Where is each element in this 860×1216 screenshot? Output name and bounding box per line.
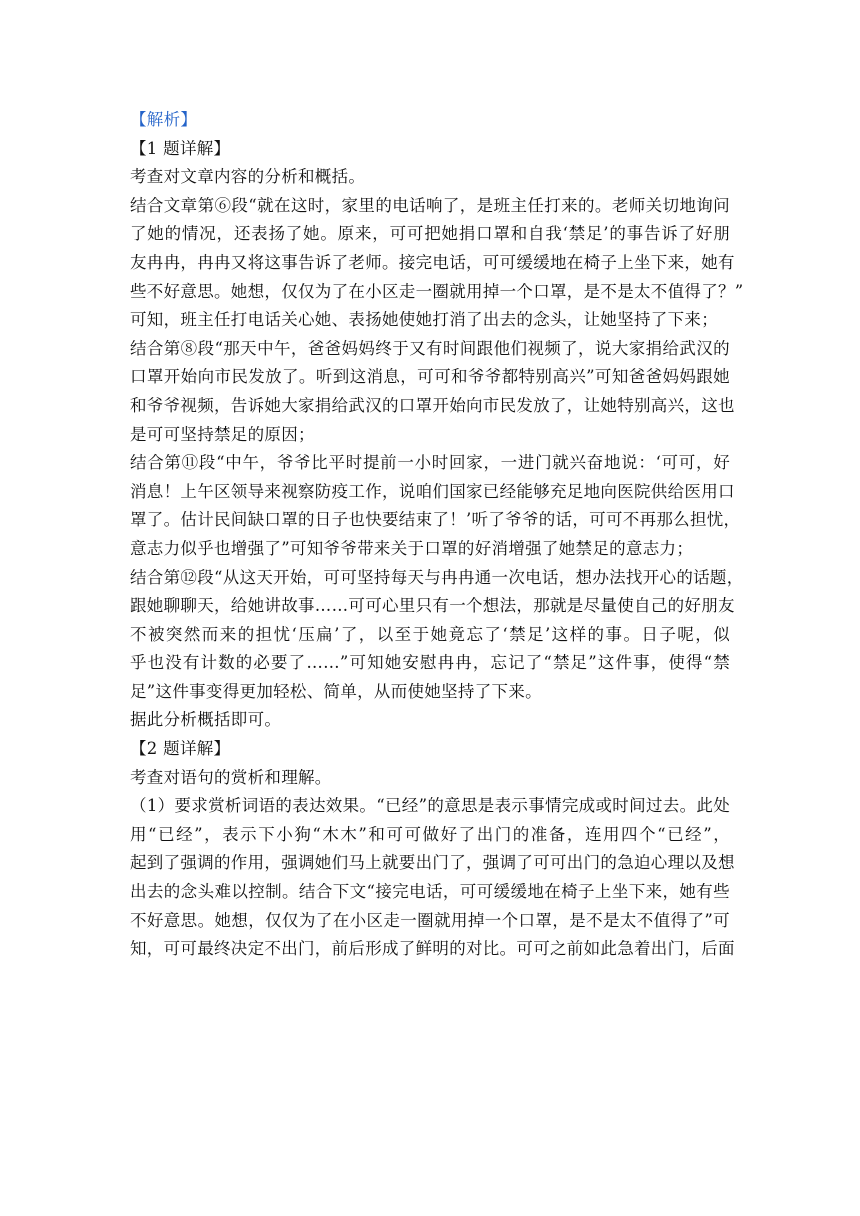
analysis-label: 【解析】: [130, 110, 198, 129]
text-line: 乎也没有计数的必要了……”可知她安慰冉冉，忘记了“禁足”这件事，使得“禁: [130, 653, 730, 673]
text-line: 结合第⑫段“从这天开始，可可坚持每天与冉冉通一次电话，想办法找开心的话题，: [130, 567, 744, 587]
text-line: 些不好意思。她想，仅仅为了在小区走一圈就用掉一个口罩，是不是太不值得了？”: [130, 281, 744, 301]
document-page: [130, 106, 744, 964]
text-line: 知，可可最终决定不出门，前后形成了鲜明的对比。可可之前如此急着出门，后面: [130, 939, 735, 959]
q2-body: [130, 764, 735, 964]
text-line: 结合文章第⑥段“就在这时，家里的电话响了，是班主任打来的。老师关切地询问: [130, 195, 730, 215]
text-line: 跟她聊聊天，给她讲故事……可可心里只有一个想法，那就是尽量使自己的好朋友: [130, 596, 735, 616]
text-line: 考查对语句的赏析和理解。: [130, 767, 332, 787]
text-line: 起到了强调的作用，强调她们马上就要出门了，强调了可可出门的急迫心理以及想: [130, 853, 735, 873]
text-line: 据此分析概括即可。: [130, 710, 282, 730]
text-line: 可知，班主任打电话关心她、表扬她使她打消了出去的念头，让她坚持了下来；: [130, 310, 718, 330]
text-line: 用“已经”，表示下小狗“木木”和可可做好了出门的准备，连用四个“已经”，: [130, 824, 730, 844]
q2-header: 【2 题详解】: [130, 739, 231, 759]
text-line: 和爷爷视频，告诉她大家捐给武汉的口罩开始向市民发放了，让她特别高兴，这也: [130, 395, 735, 415]
text-line: 是可可坚持禁足的原因；: [130, 424, 315, 444]
text-line: 结合第⑪段“中午，爷爷比平时提前一小时回家，一进门就兴奋地说：‘可可，好: [130, 453, 730, 473]
text-line: 罩了。估计民间缺口罩的日子也快要结束了！’听了爷爷的话，可可不再那么担忧，: [130, 510, 741, 530]
text-line: 意志力似乎也增强了”可知爷爷带来关于口罩的好消增强了她禁足的意志力；: [130, 538, 694, 558]
text-line: 消息！上午区领导来视察防疫工作，说咱们国家已经能够充足地向医院供给医用口: [130, 481, 735, 501]
text-line: （1）要求赏析词语的表达效果。“已经”的意思是表示事情完成或时间过去。此处: [130, 796, 730, 816]
text-line: 了她的情况，还表扬了她。原来，可可把她捐口罩和自我‘禁足’的事告诉了好朋: [130, 224, 730, 244]
text-line: 不好意思。她想，仅仅为了在小区走一圈就用掉一个口罩，是不是太不值得了”可: [130, 910, 730, 930]
text-line: 友冉冉，冉冉又将这事告诉了老师。接完电话，可可缓缓地在椅子上坐下来，她有: [130, 252, 735, 272]
text-line: 出去的念头难以控制。结合下文“接完电话，可可缓缓地在椅子上坐下来，她有些: [130, 882, 730, 902]
text-line: 不被突然而来的担忧‘压扁’了，以至于她竟忘了‘禁足’这样的事。日子呢，似: [130, 624, 730, 644]
q1-header: 【1 题详解】: [130, 138, 231, 158]
text-line: 考查对文章内容的分析和概括。: [130, 167, 366, 187]
text-line: 口罩开始向市民发放了。听到这消息，可可和爷爷都特别高兴”可知爸爸妈妈跟她: [130, 367, 730, 387]
text-line: 结合第⑧段“那天中午，爸爸妈妈终于又有时间跟他们视频了，说大家捐给武汉的: [130, 338, 730, 358]
q1-body: [130, 163, 744, 735]
text-line: 足”这件事变得更加轻松、简单，从而使她坚持了下来。: [130, 681, 542, 701]
